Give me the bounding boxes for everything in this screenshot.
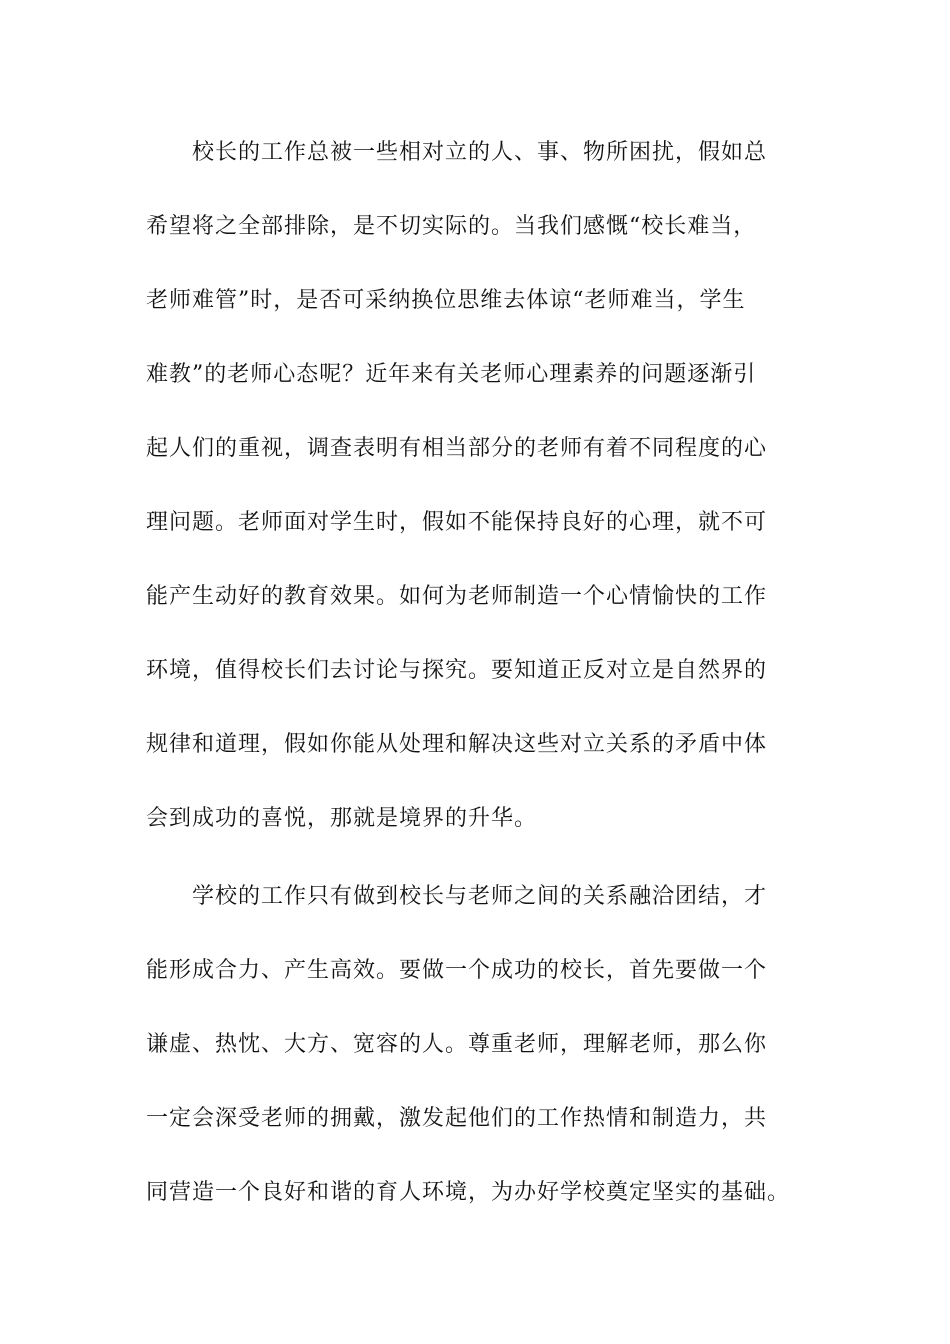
paragraph-line: 规律和道理，假如你能从处理和解决这些对立关系的矛盾中体	[146, 732, 768, 757]
paragraph-line: 谦虚、热忱、大方、宽容的人。尊重老师，理解老师，那么你	[146, 1032, 768, 1057]
paragraph-line: 同营造一个良好和谐的育人环境，为办好学校奠定坚实的基础。	[146, 1180, 791, 1205]
paragraph-2	[146, 860, 822, 1230]
paragraph-line: 环境，值得校长们去讨论与探究。要知道正反对立是自然界的	[146, 658, 768, 683]
paragraph-line: 校长的工作总被一些相对立的人、事、物所困扰，假如总	[192, 140, 768, 165]
paragraph-line: 希望将之全部排除，是不切实际的。当我们感慨“校长难当，	[146, 214, 757, 239]
paragraph-line: 理问题。老师面对学生时，假如不能保持良好的心理，就不可	[146, 510, 768, 535]
paragraph-line: 会到成功的喜悦，那就是境界的升华。	[146, 806, 538, 831]
paragraph-line: 起人们的重视，调查表明有相当部分的老师有着不同程度的心	[146, 436, 768, 461]
paragraph-line: 学校的工作只有做到校长与老师之间的关系融洽团结，才	[192, 884, 768, 909]
paragraph-line: 能形成合力、产生高效。要做一个成功的校长，首先要做一个	[146, 958, 768, 983]
paragraph-line: 能产生动好的教育效果。如何为老师制造一个心情愉快的工作	[146, 584, 768, 609]
paragraph-1	[146, 116, 822, 856]
paragraph-line: 难教”的老师心态呢？近年来有关老师心理素养的问题逐渐引	[146, 362, 757, 387]
paragraph-line: 一定会深受老师的拥戴，激发起他们的工作热情和制造力，共	[146, 1106, 768, 1131]
paragraph-line: 老师难管”时，是否可采纳换位思维去体谅“老师难当，学生	[146, 288, 746, 313]
